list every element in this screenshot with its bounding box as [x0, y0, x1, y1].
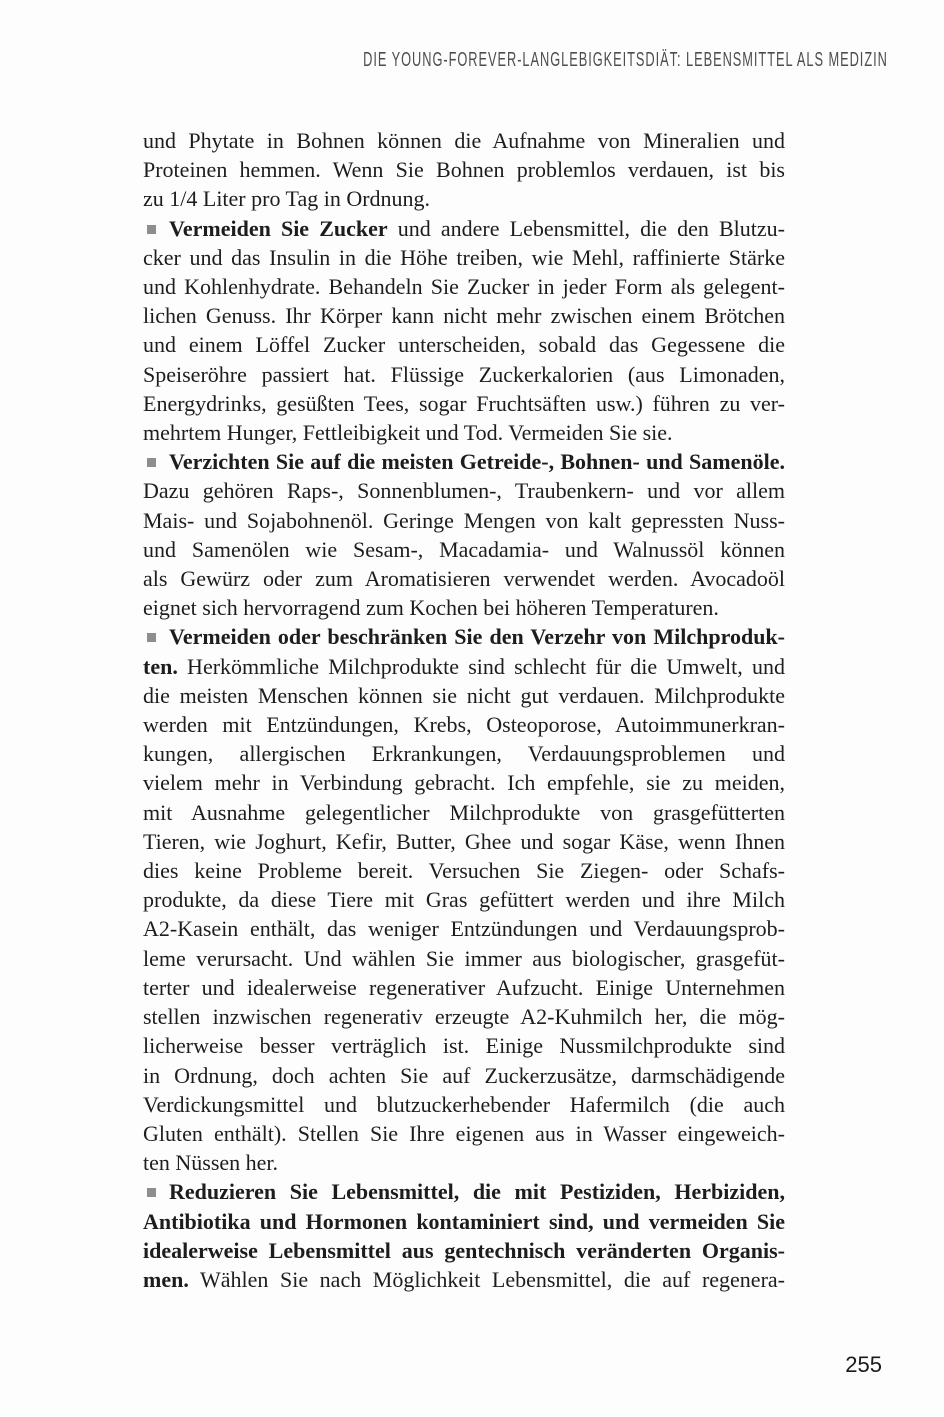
- page-number: 255: [845, 1352, 882, 1377]
- text-line: [143, 798, 785, 827]
- text-line: [143, 389, 785, 418]
- text-segment: terter und idealerweise regenerativer Aufzucht. Einige Unternehmen: [143, 974, 785, 1000]
- text-segment: kungen, allergischen Erkrankungen, Verdauungsproblemen und: [143, 741, 785, 767]
- text-segment: licherweise besser verträglich ist. Einige Nussmilchprodukte sind: [143, 1033, 785, 1059]
- text-segment: vielem mehr in Verbindung gebracht. Ich empfehle, sie zu meiden,: [143, 770, 785, 796]
- text-line: [143, 272, 785, 301]
- text-line: [143, 1090, 785, 1119]
- text-segment: cker und das Insulin in die Höhe treiben, wie Mehl, raffinierte Stärke: [143, 244, 785, 270]
- text-segment: Energydrinks, gesüßten Tees, sogar Fruchtsäften usw.) führen zu ver-: [143, 390, 785, 416]
- text-segment: die meisten Menschen können sie nicht gut verdauen. Milchprodukte: [143, 682, 785, 708]
- text-segment: Speiseröhre passiert hat. Flüssige Zuckerkalorien (aus Limonaden,: [143, 361, 785, 387]
- text-line: [143, 418, 785, 447]
- text-segment: Herkömmliche Milchprodukte sind schlecht für die Umwelt, und: [177, 653, 785, 679]
- text-line: [143, 126, 785, 155]
- text-line: [143, 710, 785, 739]
- text-line: [143, 360, 785, 389]
- text-line: [143, 1177, 785, 1206]
- text-segment: und Phytate in Bohnen können die Aufnahme von Mineralien und: [143, 128, 785, 153]
- text-line: [143, 155, 785, 184]
- text-segment: leme verursacht. Und wählen Sie immer aus biologischer, grasgefüt-: [143, 945, 785, 971]
- text-segment-bold: Reduzieren Sie Lebensmittel, die mit Pestiziden, Herbiziden,: [169, 1179, 785, 1205]
- text-line: [143, 1119, 785, 1148]
- text-line: [143, 243, 785, 272]
- text-line: [143, 564, 785, 593]
- text-segment: lichen Genuss. Ihr Körper kann nicht mehr zwischen einem Brötchen: [143, 303, 785, 329]
- text-segment: Verdickungsmittel und blutzuckerhebender Hafermilch (die auch: [143, 1091, 785, 1117]
- text-line: [143, 944, 785, 973]
- bullet-square-icon: [147, 225, 156, 234]
- text-segment: und Samenölen wie Sesam-, Macadamia- und Walnussöl können: [143, 536, 785, 562]
- text-line: [143, 447, 785, 476]
- text-line: [143, 1061, 785, 1090]
- bullet-square-icon: [147, 1188, 156, 1197]
- text-line: [143, 827, 785, 856]
- text-segment-bold: Vermeiden oder beschränken Sie den Verzehr von Milchproduk-: [169, 624, 785, 650]
- text-segment-bold: idealerweise Lebensmittel aus gentechnisch veränderten Organis-: [143, 1237, 785, 1263]
- text-line: [143, 652, 785, 681]
- text-line: [143, 301, 785, 330]
- text-line: [143, 506, 785, 535]
- running-header: DIE YOUNG-FOREVER-LANGLEBIGKEITSDIÄT: LEBENSMITTEL ALS MEDIZIN: [363, 49, 888, 71]
- text-segment: Wählen Sie nach Möglichkeit Lebensmittel, die auf regenera-: [188, 1266, 785, 1292]
- text-segment: dies keine Probleme bereit. Versuchen Sie Ziegen- oder Schafs-: [143, 858, 785, 884]
- text-segment: stellen inzwischen regenerativ erzeugte A2-Kuhmilch her, die mög-: [143, 1004, 785, 1030]
- text-segment-bold: men.: [143, 1266, 189, 1292]
- text-line: [143, 330, 785, 359]
- text-line: [143, 1002, 785, 1031]
- text-segment: und Kohlenhydrate. Behandeln Sie Zucker in jeder Form als gelegent-: [143, 274, 785, 300]
- bullet-square-icon: [147, 458, 156, 467]
- text-line: [143, 1031, 785, 1060]
- text-segment: werden mit Entzündungen, Krebs, Osteoporose, Autoimmunerkran-: [143, 712, 785, 738]
- text-line: [143, 535, 785, 564]
- text-line: [143, 214, 785, 243]
- text-line: [143, 739, 785, 768]
- text-segment: produkte, da diese Tiere mit Gras gefüttert werden und ihre Milch: [143, 887, 785, 913]
- text-segment: Mais- und Sojabohnenöl. Geringe Mengen von kalt gepressten Nuss-: [143, 507, 785, 533]
- text-line: [143, 1236, 785, 1265]
- text-segment-bold: ten.: [143, 653, 178, 679]
- text-segment: in Ordnung, doch achten Sie auf Zuckerzusätze, darmschädigende: [143, 1062, 785, 1088]
- text-segment: eignet sich hervorragend zum Kochen bei höheren Temperaturen.: [143, 595, 719, 621]
- text-line: [143, 681, 785, 710]
- text-line: [143, 184, 785, 213]
- text-block: [143, 126, 785, 1294]
- text-segment: als Gewürz oder zum Aromatisieren verwendet werden. Avocadoöl: [143, 566, 785, 592]
- text-segment: Gluten enthält). Stellen Sie Ihre eigenen aus in Wasser eingeweich-: [143, 1120, 785, 1146]
- text-line: [143, 476, 785, 505]
- text-line: [143, 768, 785, 797]
- text-line: [143, 593, 785, 622]
- text-segment: mehrtem Hunger, Fettleibigkeit und Tod. Vermeiden Sie sie.: [143, 420, 673, 446]
- text-line: [143, 1207, 785, 1236]
- text-segment: A2-Kasein enthält, das weniger Entzündungen und Verdauungsprob-: [143, 916, 785, 942]
- text-segment: und einem Löffel Zucker unterscheiden, sobald das Gegessene die: [143, 332, 785, 358]
- text-line: [143, 914, 785, 943]
- text-segment: ten Nüssen her.: [143, 1150, 279, 1176]
- text-segment-bold: Verzichten Sie auf die meisten Getreide-, Bohnen- und Samenöle.: [169, 449, 785, 475]
- text-line: [143, 622, 785, 651]
- text-segment: und andere Lebensmittel, die den Blutzu-: [387, 215, 785, 241]
- text-line: [143, 885, 785, 914]
- text-segment: Proteinen hemmen. Wenn Sie Bohnen problemlos verdauen, ist bis: [143, 157, 785, 183]
- text-segment-bold: Antibiotika und Hormonen kontaminiert sind, und vermeiden Sie: [143, 1208, 785, 1234]
- text-segment: zu 1/4 Liter pro Tag in Ordnung.: [143, 186, 431, 212]
- text-segment: Dazu gehören Raps-, Sonnenblumen-, Traubenkern- und vor allem: [143, 478, 785, 504]
- text-segment-bold: Vermeiden Sie Zucker: [169, 215, 388, 241]
- bullet-square-icon: [147, 633, 156, 642]
- text-line: [143, 1265, 785, 1294]
- text-segment: Tieren, wie Joghurt, Kefir, Butter, Ghee und sogar Käse, wenn Ihnen: [143, 828, 785, 854]
- text-line: [143, 856, 785, 885]
- text-line: [143, 1148, 785, 1177]
- text-line: [143, 973, 785, 1002]
- text-segment: mit Ausnahme gelegentlicher Milchprodukte von grasgefütterten: [143, 799, 785, 825]
